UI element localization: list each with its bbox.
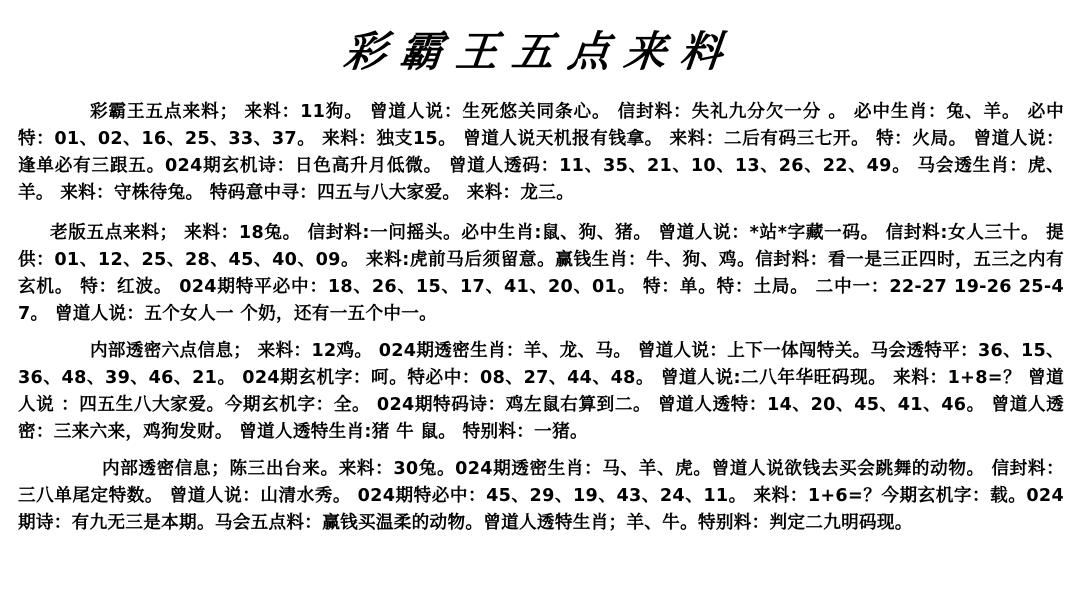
paragraph-neibu-info: 内部透密信息；陈三出台来。来料：30兔。024期透密生肖：马、羊、虎。曾道人说欲钱去买会跳舞的动物。 信封料：三八单尾定特数。 曾道人说：山清水秀。 024期特必中：45、29、19、43、24、11。 来料：1+6=？今期玄机字：载。024期诗：有九无三是本期。马会五点料：赢钱买温柔的动物。曾道人透特生肖；羊、牛。特别料：判定二九明码现。 — [18, 459, 1064, 533]
paragraph-caibawang: 彩霸王五点来料； 来料：11狗。 曾道人说：生死悠关同条心。 信封料：失礼九分欠一分 。 必中生肖：兔、羊。 必中特：01、02、16、25、33、37。 来料：独支15。 曾道人说天机报有钱拿。 来料：二后有码三七开。 特：火局。 曾道人说：逢单必有三跟五。024期玄机诗：日色高升月低微。 曾道人透码：11、35、21、10、13、26、22、49。 马会透生肖：虎、羊。 来料：守株待兔。 特码意中寻：四五与八大家爱。 来料：龙三。 — [18, 102, 1064, 203]
paragraph-laoban: 老版五点来料； 来料：18兔。 信封料:一问摇头。必中生肖:鼠、狗、猪。 曾道人说：*站*字藏一码。 信封料:女人三十。 提供：01、12、25、28、45、40、09。 来料:虎前马后须留意。赢钱生肖：牛、狗、鸡。信封料：看一是三正四时，五三之内有玄机。 特：红波。 024期特平必中：18、26、15、17、41、20、01。 特：单。特：土局。 二中一：22-27 19-26 25-47。 曾道人说：五个女人一 个奶，还有一五个中一。 — [18, 223, 1064, 324]
paragraph-neibu-six-point: 内部透密六点信息； 来料：12鸡。 024期透密生肖：羊、龙、马。 曾道人说：上下一体闯特关。马会透特平：36、15、36、48、39、46、21。 024期玄机字：呵。特必中：08、27、44、48。 曾道人说:二八年华旺码现。 来料：1+8=？ 曾道人说 ：四五生八大家爱。今期玄机字：全。 024期特码诗：鸡左鼠右算到二。 曾道人透特：14、20、45、41、46。 曾道人透密：三来六来，鸡狗发财。 曾道人透特生肖:猪 牛 鼠。 特别料：一猪。 — [18, 341, 1064, 442]
page-title: 彩霸王五点来料 — [341, 27, 739, 76]
